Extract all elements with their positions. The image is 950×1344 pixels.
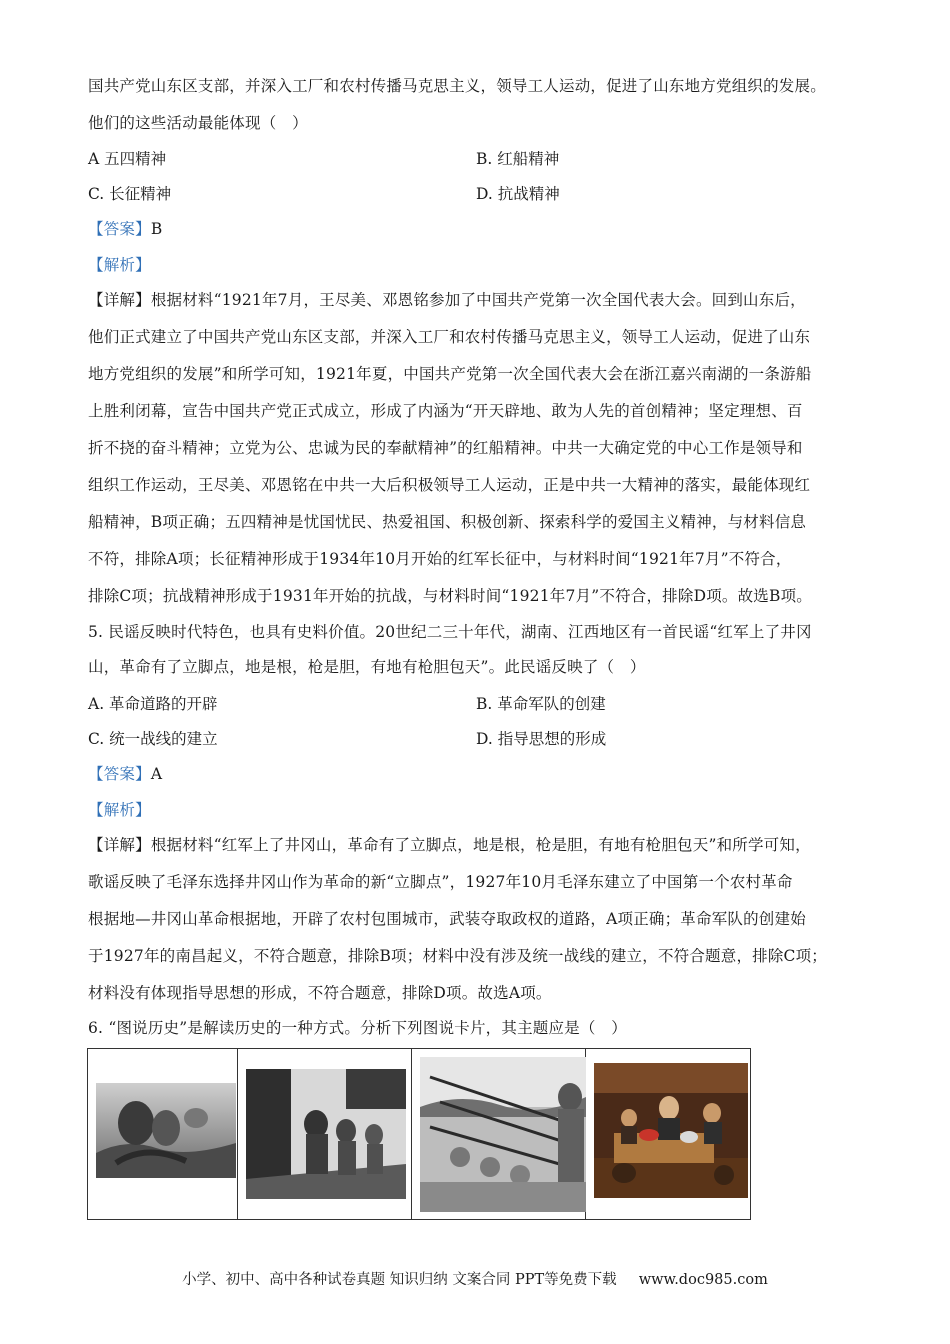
war-photo-1: [96, 1083, 236, 1178]
q5-detail-line: 材料没有体现指导思想的形成，不符合题意，排除D项。故选A项。: [88, 984, 552, 1002]
detail-text: 根据材料“红军上了井冈山，革命有了立脚点，地是根，枪是胆，有地有枪胆包天”和所学可知，: [150, 836, 811, 854]
q4-detail-line: 船精神，B项正确；五四精神是忧国忧民、热爱祖国、积极创新、探索科学的爱国主义精神，与材料信息: [88, 513, 807, 531]
q4-stem-line-2: 他们的这些活动最能体现（ ）: [88, 114, 308, 132]
q4-detail-line: 不符，排除A项；长征精神形成于1934年10月开始的红军长征中，与材料时间“1921年7月”不符合，: [88, 550, 792, 568]
picture-card-3: [412, 1049, 586, 1219]
analysis-tag: 【解析】: [88, 801, 151, 819]
q4-stem-line-1: 国共产党山东区支部，并深入工厂和农村传播马克思主义，领导工人运动，促进了山东地方党组织的发展。: [88, 77, 826, 95]
q5-analysis: [88, 800, 151, 820]
war-photo-3: [420, 1057, 586, 1212]
q5-option-d: D. 指导思想的形成: [476, 730, 607, 748]
q5-detail-line: 于1927年的南昌起义，不符合题意，排除B项；材料中没有涉及统一战线的建立，不符合题意，排除C项；: [88, 947, 827, 965]
q6-stem: 6. “图说历史”是解读历史的一种方式。分析下列图说卡片，其主题应是（ ）: [88, 1019, 627, 1037]
q5-option-c: C. 统一战线的建立: [88, 730, 218, 748]
q4-option-b: B. 红船精神: [476, 150, 560, 168]
war-photo-2: [246, 1069, 406, 1199]
q4-answer: [88, 219, 162, 239]
q5-stem-line-2: 山，革命有了立脚点，地是根，枪是胆，有地有枪胆包天”。此民谣反映了（ ）: [88, 658, 646, 676]
q4-detail-line: [88, 290, 806, 310]
q4-detail-line: 地方党组织的发展”和所学可知，1921年夏，中国共产党第一次全国代表大会在浙江嘉兴南湖的一条游船: [88, 365, 812, 383]
picture-card-1: [88, 1049, 238, 1219]
q4-option-c: C. 长征精神: [88, 185, 172, 203]
picture-card-2: [238, 1049, 412, 1219]
painting-photo-4: [594, 1063, 748, 1198]
q4-detail-line: 他们正式建立了中国共产党山东区支部，并深入工厂和农村传播马克思主义，领导工人运动，促进了山东: [88, 328, 811, 346]
q4-option-a: A 五四精神: [88, 150, 167, 168]
q5-detail-line: 歌谣反映了毛泽东选择井冈山作为革命的新“立脚点”，1927年10月毛泽东建立了中国第一个农村革命: [88, 873, 793, 891]
q5-detail-line: 根据地—井冈山革命根据地，开辟了农村包围城市，武装夺取政权的道路，A项正确；革命军队的创建始: [88, 910, 806, 928]
analysis-tag: 【解析】: [88, 256, 151, 274]
q5-option-a: A. 革命道路的开辟: [88, 695, 218, 713]
q4-analysis: [88, 255, 151, 275]
q4-detail-line: 组织工作运动，王尽美、邓恩铭在中共一大后积极领导工人运动，正是中共一大精神的落实，最能体现红: [88, 476, 811, 494]
detail-tag: 【详解】: [88, 291, 151, 309]
q5-stem-line-1: 5. 民谣反映时代特色，也具有史料价值。20世纪二三十年代，湖南、江西地区有一首民谣“红军上了井冈: [88, 623, 812, 641]
footer-text: 小学、初中、高中各种试卷真题 知识归纳 文案合同 PPT等免费下载: [182, 1272, 617, 1288]
picture-card-table: [87, 1048, 751, 1220]
q5-detail-line: [88, 835, 811, 855]
q4-option-d: D. 抗战精神: [476, 185, 560, 203]
page-footer: [0, 1268, 950, 1289]
answer-tag: 【答案】: [88, 765, 151, 783]
q4-detail-line: 折不挠的奋斗精神；立党为公、忠诚为民的奉献精神”的红船精神。中共一大确定党的中心工作是领导和: [88, 439, 803, 457]
detail-tag: 【详解】: [88, 836, 151, 854]
q4-detail-line: 上胜利闭幕，宣告中国共产党正式成立，形成了内涵为“开天辟地、敢为人先的首创精神；坚定理想、百: [88, 402, 803, 420]
answer-tag: 【答案】: [88, 220, 151, 238]
q5-answer: [88, 764, 162, 784]
q4-detail-line: 排除C项；抗战精神形成于1931年开始的抗战，与材料时间“1921年7月”不符合，排除D项。故选B项。: [88, 587, 812, 605]
q5-option-b: B. 革命军队的创建: [476, 695, 606, 713]
detail-text: 根据材料“1921年7月，王尽美、邓恩铭参加了中国共产党第一次全国代表大会。回到山东后，: [150, 291, 806, 309]
footer-url[interactable]: www.doc985.com: [638, 1272, 768, 1288]
answer-value: B: [150, 220, 163, 238]
answer-value: A: [150, 765, 163, 783]
picture-card-4: [586, 1049, 749, 1219]
